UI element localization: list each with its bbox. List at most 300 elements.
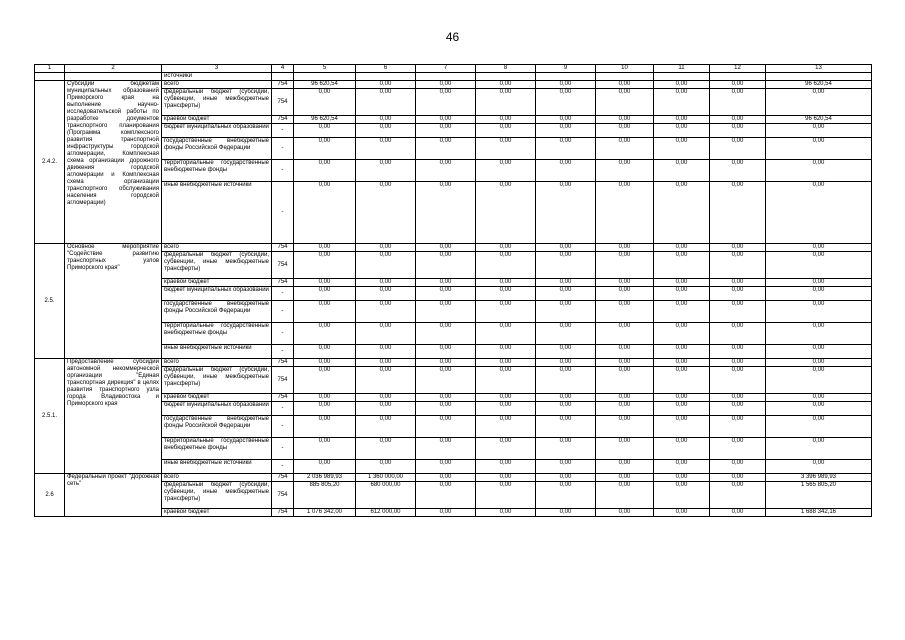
year-value: 0,00 bbox=[476, 367, 536, 394]
header-cell: 7 bbox=[416, 65, 476, 73]
year-value: 0,00 bbox=[294, 323, 356, 345]
funding-source: территориальные государственные внебюджетные фонды bbox=[162, 323, 272, 345]
grbs-code: 754 bbox=[272, 367, 294, 394]
year-value: 0,00 bbox=[596, 160, 654, 182]
year-value: 0,00 bbox=[710, 252, 766, 279]
year-value: 0,00 bbox=[596, 138, 654, 160]
year-value: 0,00 bbox=[476, 124, 536, 138]
grbs-code: - bbox=[272, 182, 294, 244]
year-value: 0,00 bbox=[654, 160, 710, 182]
year-value: 0,00 bbox=[294, 138, 356, 160]
total-value: 0,00 bbox=[766, 367, 872, 394]
year-value: 0,00 bbox=[536, 138, 596, 160]
grbs-code: 754 bbox=[272, 81, 294, 89]
year-value: 0,00 bbox=[356, 323, 416, 345]
table-body bbox=[35, 65, 872, 517]
year-value: 0,00 bbox=[596, 301, 654, 323]
year-value: 0,00 bbox=[654, 402, 710, 416]
year-value: 0,00 bbox=[654, 252, 710, 279]
year-value: 0,00 bbox=[476, 474, 536, 482]
year-value: 0,00 bbox=[416, 359, 476, 367]
total-value: 0,00 bbox=[766, 394, 872, 402]
funding-source: федеральный бюджет (субсидии, субвенции, иные межбюджетные трансферты) bbox=[162, 367, 272, 394]
year-value: 0,00 bbox=[536, 460, 596, 474]
year-value: 0,00 bbox=[294, 345, 356, 359]
year-value: 0,00 bbox=[416, 182, 476, 244]
year-value: 0,00 bbox=[476, 509, 536, 517]
funding-source: всего bbox=[162, 359, 272, 367]
year-value: 0,00 bbox=[536, 81, 596, 89]
year-value: 0,00 bbox=[294, 124, 356, 138]
year-value: 0,00 bbox=[476, 138, 536, 160]
year-value: 0,00 bbox=[596, 89, 654, 116]
item-code: 2.5. bbox=[35, 244, 65, 359]
total-value: 0,00 bbox=[766, 138, 872, 160]
grbs-code: 754 bbox=[272, 116, 294, 124]
year-value: 0,00 bbox=[710, 367, 766, 394]
year-value: 0,00 bbox=[536, 394, 596, 402]
year-value: 0,00 bbox=[476, 244, 536, 252]
year-value: 0,00 bbox=[654, 301, 710, 323]
year-value: 0,00 bbox=[536, 116, 596, 124]
year-value: 0,00 bbox=[356, 252, 416, 279]
item-code: 2.4.2. bbox=[35, 81, 65, 244]
year-value: 0,00 bbox=[710, 345, 766, 359]
year-value: 0,00 bbox=[476, 301, 536, 323]
total-value: 0,00 bbox=[766, 416, 872, 438]
year-value: 0,00 bbox=[536, 345, 596, 359]
year-value: 0,00 bbox=[654, 345, 710, 359]
year-value: 0,00 bbox=[710, 402, 766, 416]
grbs-code: 754 bbox=[272, 359, 294, 367]
year-value: 0,00 bbox=[654, 394, 710, 402]
year-value: 0,00 bbox=[356, 244, 416, 252]
year-value: 0,00 bbox=[536, 367, 596, 394]
funding-source: всего bbox=[162, 244, 272, 252]
total-value: 0,00 bbox=[766, 124, 872, 138]
funding-source: иные внебюджетные источники bbox=[162, 460, 272, 474]
item-code: 2.5.1. bbox=[35, 359, 65, 474]
year-value: 0,00 bbox=[476, 279, 536, 287]
year-value: 0,00 bbox=[416, 509, 476, 517]
empty-cell bbox=[536, 73, 596, 81]
item-name: Основное мероприятие "Содействие развитию транспортных узлов Приморского края" bbox=[65, 244, 162, 359]
year-value: 680 000,00 bbox=[356, 482, 416, 509]
year-value: 0,00 bbox=[416, 124, 476, 138]
page-number: 46 bbox=[445, 30, 460, 44]
year-value: 0,00 bbox=[416, 367, 476, 394]
year-value: 0,00 bbox=[596, 244, 654, 252]
year-value: 0,00 bbox=[416, 460, 476, 474]
year-value: 0,00 bbox=[596, 474, 654, 482]
total-value: 0,00 bbox=[766, 252, 872, 279]
year-value: 0,00 bbox=[654, 124, 710, 138]
year-value: 0,00 bbox=[654, 182, 710, 244]
total-value: 3 396 989,93 bbox=[766, 474, 872, 482]
year-value: 0,00 bbox=[596, 416, 654, 438]
year-value: 0,00 bbox=[596, 81, 654, 89]
year-value: 0,00 bbox=[654, 509, 710, 517]
grbs-code: - bbox=[272, 124, 294, 138]
funding-source: всего bbox=[162, 474, 272, 482]
grbs-code: 754 bbox=[272, 482, 294, 509]
year-value: 0,00 bbox=[536, 124, 596, 138]
year-value: 0,00 bbox=[356, 81, 416, 89]
item-name: Субсидии бюджетам муниципальных образований Приморского края на выполнение научно-исследовательской работы по разработке документов транспортного планирования (Программа комплексного развития транспортной инфраструктуры городской агломерации, Комплексная схема организации дорожного движения городской агломерации и Комплексная схема организации транспортного обслуживания населения городской агломерации) bbox=[65, 81, 162, 244]
funding-source: иные внебюджетные источники bbox=[162, 182, 272, 244]
year-value: 96 620,54 bbox=[294, 116, 356, 124]
year-value: 0,00 bbox=[710, 244, 766, 252]
year-value: 0,00 bbox=[596, 438, 654, 460]
year-value: 0,00 bbox=[710, 124, 766, 138]
header-cell: 11 bbox=[654, 65, 710, 73]
year-value: 0,00 bbox=[710, 279, 766, 287]
budget-table bbox=[34, 64, 872, 517]
table-row bbox=[35, 474, 872, 482]
year-value: 0,00 bbox=[476, 402, 536, 416]
year-value: 0,00 bbox=[416, 323, 476, 345]
grbs-code: 754 bbox=[272, 244, 294, 252]
total-value: 0,00 bbox=[766, 279, 872, 287]
year-value: 0,00 bbox=[476, 345, 536, 359]
grbs-code: - bbox=[272, 287, 294, 301]
year-value: 0,00 bbox=[596, 359, 654, 367]
year-value: 0,00 bbox=[654, 367, 710, 394]
year-value: 0,00 bbox=[416, 116, 476, 124]
header-cell: 2 bbox=[65, 65, 162, 73]
year-value: 0,00 bbox=[416, 81, 476, 89]
year-value: 0,00 bbox=[654, 89, 710, 116]
item-name: Предоставление субсидии автономной некоммерческой организации "Единая транспортная дирекция" в целях развития транспортного узла города Владивостока и Приморского края bbox=[65, 359, 162, 474]
item-name: Федеральный проект "Дорожная сеть" bbox=[65, 474, 162, 517]
year-value: 0,00 bbox=[294, 367, 356, 394]
grbs-code: - bbox=[272, 160, 294, 182]
year-value: 0,00 bbox=[356, 116, 416, 124]
year-value: 612 000,00 bbox=[356, 509, 416, 517]
total-value: 96 620,54 bbox=[766, 81, 872, 89]
year-value: 0,00 bbox=[596, 252, 654, 279]
year-value: 0,00 bbox=[536, 279, 596, 287]
funding-source: территориальные государственные внебюджетные фонды bbox=[162, 438, 272, 460]
year-value: 0,00 bbox=[654, 116, 710, 124]
header-cell: 5 bbox=[294, 65, 356, 73]
total-value: 96 620,54 bbox=[766, 116, 872, 124]
header-row bbox=[35, 65, 872, 73]
funding-source: иные внебюджетные источники bbox=[162, 345, 272, 359]
header-cell: 10 bbox=[596, 65, 654, 73]
year-value: 0,00 bbox=[356, 279, 416, 287]
grbs-code: - bbox=[272, 460, 294, 474]
empty-cell bbox=[272, 73, 294, 81]
year-value: 0,00 bbox=[294, 301, 356, 323]
year-value: 0,00 bbox=[654, 416, 710, 438]
total-value: 0,00 bbox=[766, 182, 872, 244]
year-value: 0,00 bbox=[416, 402, 476, 416]
year-value: 0,00 bbox=[356, 394, 416, 402]
year-value: 1 076 342,00 bbox=[294, 509, 356, 517]
funding-source: федеральный бюджет (субсидии, субвенции, иные межбюджетные трансферты) bbox=[162, 89, 272, 116]
year-value: 0,00 bbox=[710, 509, 766, 517]
grbs-code: 754 bbox=[272, 252, 294, 279]
funding-source: государственные внебюджетные фонды Российской Федерации bbox=[162, 416, 272, 438]
year-value: 0,00 bbox=[294, 160, 356, 182]
total-value: 0,00 bbox=[766, 89, 872, 116]
empty-cell bbox=[65, 73, 162, 81]
grbs-code: 754 bbox=[272, 89, 294, 116]
year-value: 0,00 bbox=[416, 474, 476, 482]
year-value: 0,00 bbox=[356, 438, 416, 460]
year-value: 0,00 bbox=[356, 124, 416, 138]
year-value: 0,00 bbox=[356, 359, 416, 367]
year-value: 0,00 bbox=[294, 438, 356, 460]
year-value: 0,00 bbox=[596, 279, 654, 287]
year-value: 0,00 bbox=[654, 359, 710, 367]
year-value: 0,00 bbox=[356, 182, 416, 244]
year-value: 0,00 bbox=[416, 287, 476, 301]
year-value: 0,00 bbox=[356, 402, 416, 416]
funding-source: бюджет муниципальных образований bbox=[162, 402, 272, 416]
year-value: 0,00 bbox=[476, 323, 536, 345]
year-value: 0,00 bbox=[536, 474, 596, 482]
funding-source: краевой бюджет bbox=[162, 394, 272, 402]
funding-source: государственные внебюджетные фонды Российской Федерации bbox=[162, 138, 272, 160]
year-value: 0,00 bbox=[596, 124, 654, 138]
year-value: 0,00 bbox=[416, 416, 476, 438]
year-value: 0,00 bbox=[416, 279, 476, 287]
year-value: 0,00 bbox=[476, 160, 536, 182]
year-value: 0,00 bbox=[710, 482, 766, 509]
year-value: 0,00 bbox=[356, 367, 416, 394]
year-value: 0,00 bbox=[654, 287, 710, 301]
item-code: 2.6 bbox=[35, 474, 65, 517]
year-value: 0,00 bbox=[476, 438, 536, 460]
year-value: 0,00 bbox=[536, 416, 596, 438]
empty-cell bbox=[356, 73, 416, 81]
year-value: 0,00 bbox=[416, 301, 476, 323]
total-value: 0,00 bbox=[766, 244, 872, 252]
year-value: 0,00 bbox=[596, 460, 654, 474]
year-value: 0,00 bbox=[536, 244, 596, 252]
empty-cell bbox=[766, 73, 872, 81]
funding-source: всего bbox=[162, 81, 272, 89]
year-value: 0,00 bbox=[710, 182, 766, 244]
grbs-code: - bbox=[272, 301, 294, 323]
grbs-code: - bbox=[272, 402, 294, 416]
year-value: 0,00 bbox=[536, 482, 596, 509]
year-value: 0,00 bbox=[294, 402, 356, 416]
year-value: 0,00 bbox=[536, 252, 596, 279]
empty-cell bbox=[35, 73, 65, 81]
year-value: 0,00 bbox=[416, 438, 476, 460]
year-value: 0,00 bbox=[596, 345, 654, 359]
year-value: 0,00 bbox=[416, 244, 476, 252]
year-value: 0,00 bbox=[476, 359, 536, 367]
year-value: 0,00 bbox=[476, 287, 536, 301]
year-value: 0,00 bbox=[416, 160, 476, 182]
year-value: 0,00 bbox=[476, 482, 536, 509]
year-value: 0,00 bbox=[710, 359, 766, 367]
year-value: 0,00 bbox=[596, 182, 654, 244]
year-value: 0,00 bbox=[596, 367, 654, 394]
year-value: 0,00 bbox=[654, 482, 710, 509]
year-value: 0,00 bbox=[536, 89, 596, 116]
empty-cell bbox=[654, 73, 710, 81]
funding-source: краевой бюджет bbox=[162, 116, 272, 124]
year-value: 0,00 bbox=[416, 482, 476, 509]
total-value: 0,00 bbox=[766, 460, 872, 474]
year-value: 0,00 bbox=[654, 81, 710, 89]
table-row bbox=[35, 81, 872, 89]
year-value: 0,00 bbox=[536, 287, 596, 301]
year-value: 0,00 bbox=[710, 460, 766, 474]
total-value: 0,00 bbox=[766, 160, 872, 182]
header-cell: 13 bbox=[766, 65, 872, 73]
year-value: 0,00 bbox=[596, 287, 654, 301]
year-value: 0,00 bbox=[476, 81, 536, 89]
year-value: 0,00 bbox=[536, 301, 596, 323]
total-value: 0,00 bbox=[766, 287, 872, 301]
year-value: 1 360 000,00 bbox=[356, 474, 416, 482]
year-value: 0,00 bbox=[294, 279, 356, 287]
year-value: 0,00 bbox=[596, 323, 654, 345]
year-value: 0,00 bbox=[294, 182, 356, 244]
year-value: 0,00 bbox=[536, 402, 596, 416]
grbs-code: - bbox=[272, 138, 294, 160]
year-value: 0,00 bbox=[536, 509, 596, 517]
year-value: 0,00 bbox=[294, 416, 356, 438]
year-value: 0,00 bbox=[710, 138, 766, 160]
table-row bbox=[35, 244, 872, 252]
year-value: 0,00 bbox=[416, 394, 476, 402]
empty-cell bbox=[476, 73, 536, 81]
year-value: 0,00 bbox=[356, 89, 416, 116]
year-value: 0,00 bbox=[356, 416, 416, 438]
year-value: 96 620,54 bbox=[294, 81, 356, 89]
year-value: 0,00 bbox=[710, 323, 766, 345]
year-value: 0,00 bbox=[476, 460, 536, 474]
year-value: 0,00 bbox=[710, 287, 766, 301]
year-value: 0,00 bbox=[536, 182, 596, 244]
empty-cell bbox=[416, 73, 476, 81]
year-value: 0,00 bbox=[476, 89, 536, 116]
year-value: 0,00 bbox=[294, 252, 356, 279]
grbs-code: - bbox=[272, 416, 294, 438]
year-value: 0,00 bbox=[710, 116, 766, 124]
year-value: 0,00 bbox=[294, 287, 356, 301]
year-value: 0,00 bbox=[710, 81, 766, 89]
year-value: 0,00 bbox=[356, 301, 416, 323]
header-cell: 12 bbox=[710, 65, 766, 73]
year-value: 0,00 bbox=[536, 438, 596, 460]
total-value: 0,00 bbox=[766, 323, 872, 345]
year-value: 0,00 bbox=[294, 460, 356, 474]
year-value: 0,00 bbox=[710, 474, 766, 482]
funding-source: бюджет муниципальных образований bbox=[162, 124, 272, 138]
year-value: 0,00 bbox=[416, 252, 476, 279]
funding-source: федеральный бюджет (субсидии, субвенции, иные межбюджетные трансферты) bbox=[162, 482, 272, 509]
year-value: 0,00 bbox=[596, 402, 654, 416]
source-cell: источники bbox=[162, 73, 272, 81]
funding-source: бюджет муниципальных образований bbox=[162, 287, 272, 301]
year-value: 0,00 bbox=[416, 89, 476, 116]
year-value: 0,00 bbox=[654, 244, 710, 252]
year-value: 0,00 bbox=[654, 460, 710, 474]
funding-source: краевой бюджет bbox=[162, 509, 272, 517]
year-value: 0,00 bbox=[416, 345, 476, 359]
funding-source: федеральный бюджет (субсидии, субвенции, иные межбюджетные трансферты) bbox=[162, 252, 272, 279]
year-value: 0,00 bbox=[356, 138, 416, 160]
year-value: 0,00 bbox=[654, 474, 710, 482]
year-value: 0,00 bbox=[654, 138, 710, 160]
year-value: 0,00 bbox=[536, 359, 596, 367]
year-value: 0,00 bbox=[654, 279, 710, 287]
total-value: 0,00 bbox=[766, 345, 872, 359]
header-cell: 8 bbox=[476, 65, 536, 73]
total-value: 0,00 bbox=[766, 402, 872, 416]
year-value: 0,00 bbox=[356, 160, 416, 182]
funding-source: краевой бюджет bbox=[162, 279, 272, 287]
header-cell: 4 bbox=[272, 65, 294, 73]
year-value: 885 805,20 bbox=[294, 482, 356, 509]
grbs-code: - bbox=[272, 438, 294, 460]
total-value: 1 688 342,16 bbox=[766, 509, 872, 517]
year-value: 0,00 bbox=[294, 359, 356, 367]
year-value: 0,00 bbox=[356, 287, 416, 301]
total-value: 0,00 bbox=[766, 438, 872, 460]
year-value: 0,00 bbox=[356, 460, 416, 474]
continuation-row bbox=[35, 73, 872, 81]
year-value: 0,00 bbox=[596, 116, 654, 124]
year-value: 0,00 bbox=[710, 89, 766, 116]
year-value: 0,00 bbox=[416, 138, 476, 160]
funding-source: государственные внебюджетные фонды Российской Федерации bbox=[162, 301, 272, 323]
year-value: 0,00 bbox=[294, 89, 356, 116]
total-value: 0,00 bbox=[766, 301, 872, 323]
year-value: 0,00 bbox=[710, 160, 766, 182]
empty-cell bbox=[596, 73, 654, 81]
year-value: 0,00 bbox=[476, 116, 536, 124]
year-value: 0,00 bbox=[476, 394, 536, 402]
funding-source: территориальные государственные внебюджетные фонды bbox=[162, 160, 272, 182]
header-cell: 3 bbox=[162, 65, 272, 73]
year-value: 2 036 989,93 bbox=[294, 474, 356, 482]
year-value: 0,00 bbox=[710, 301, 766, 323]
year-value: 0,00 bbox=[596, 394, 654, 402]
grbs-code: - bbox=[272, 323, 294, 345]
year-value: 0,00 bbox=[710, 416, 766, 438]
year-value: 0,00 bbox=[596, 482, 654, 509]
header-cell: 1 bbox=[35, 65, 65, 73]
year-value: 0,00 bbox=[356, 345, 416, 359]
grbs-code: 754 bbox=[272, 509, 294, 517]
year-value: 0,00 bbox=[596, 509, 654, 517]
empty-cell bbox=[710, 73, 766, 81]
year-value: 0,00 bbox=[476, 252, 536, 279]
grbs-code: 754 bbox=[272, 279, 294, 287]
table-row bbox=[35, 359, 872, 367]
year-value: 0,00 bbox=[710, 394, 766, 402]
year-value: 0,00 bbox=[654, 438, 710, 460]
year-value: 0,00 bbox=[294, 394, 356, 402]
header-cell: 6 bbox=[356, 65, 416, 73]
year-value: 0,00 bbox=[536, 160, 596, 182]
total-value: 1 565 805,20 bbox=[766, 482, 872, 509]
year-value: 0,00 bbox=[476, 182, 536, 244]
empty-cell bbox=[294, 73, 356, 81]
year-value: 0,00 bbox=[536, 323, 596, 345]
grbs-code: - bbox=[272, 345, 294, 359]
grbs-code: 754 bbox=[272, 394, 294, 402]
